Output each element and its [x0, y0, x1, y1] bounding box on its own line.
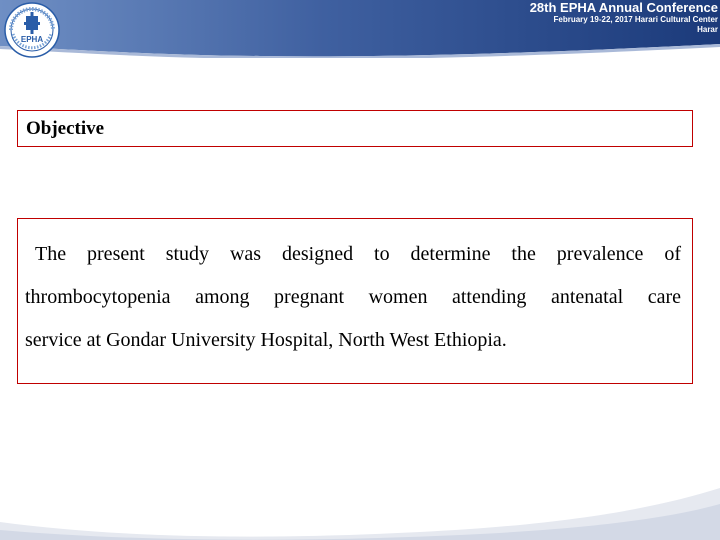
objective-body-box: [17, 218, 693, 384]
epha-logo: [3, 1, 61, 59]
header-banner: [0, 0, 720, 58]
objective-body-text: [25, 233, 681, 362]
conference-dates-location: February 19-22, 2017 Harari Cultural Center: [553, 15, 718, 24]
logo-text: EPHA: [20, 35, 44, 44]
footer-wave: [0, 480, 720, 540]
objective-heading: Objective: [26, 118, 105, 139]
conference-city: Harar: [697, 25, 718, 34]
body-line-2: thrombocytopenia among pregnant women attending antenatal care: [25, 286, 681, 308]
objective-box: [17, 110, 693, 147]
conference-title: 28th EPHA Annual Conference: [529, 0, 718, 15]
body-line-1: The present study was designed to determine the prevalence of: [35, 243, 681, 265]
banner-text-block: [530, 0, 718, 35]
body-line-3: service at Gondar University Hospital, North West Ethiopia.: [25, 329, 507, 351]
